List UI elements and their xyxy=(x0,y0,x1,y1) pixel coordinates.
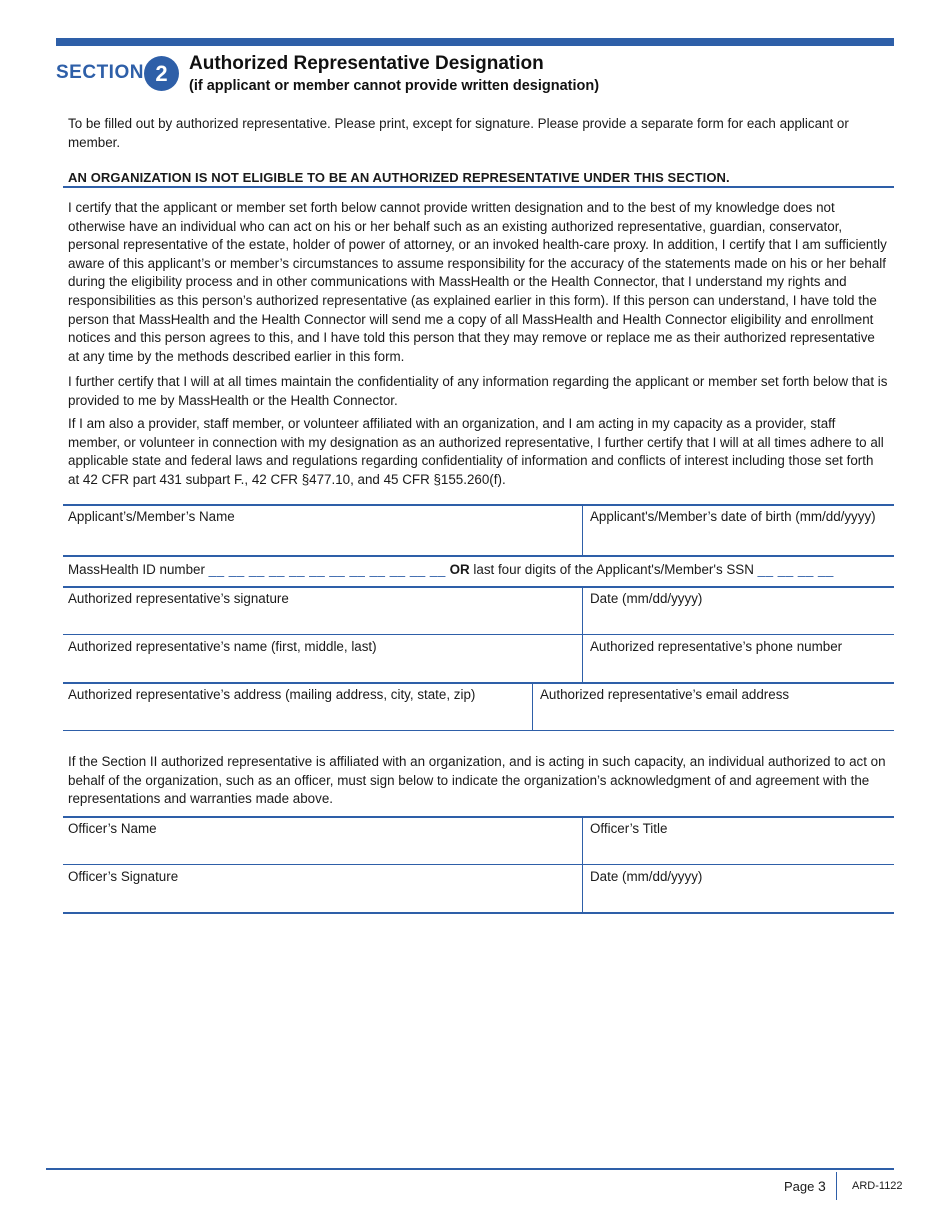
intro-text: To be filled out by authorized representative. Please print, except for signature. Please provide a separate form for each applicant or member. xyxy=(68,116,849,150)
warning-rule xyxy=(63,186,894,188)
officer-rule xyxy=(63,912,894,914)
masshealth-id-label: MassHealth ID number xyxy=(68,562,205,577)
form-code: ARD-1122 xyxy=(852,1180,903,1192)
form-rule xyxy=(63,682,894,684)
page-label: Page xyxy=(784,1179,815,1194)
footer-rule xyxy=(46,1168,894,1170)
organization-warning: AN ORGANIZATION IS NOT ELIGIBLE TO BE AN AUTHORIZED REPRESENTATIVE UNDER THIS SECTION. xyxy=(68,170,730,185)
officer-signature-field[interactable]: Officer’s Signature xyxy=(68,869,179,884)
ssn-blanks[interactable]: __ __ __ __ xyxy=(757,562,834,577)
form-divider xyxy=(582,588,583,683)
masshealth-id-blanks[interactable]: __ __ __ __ __ __ __ __ __ __ __ __ xyxy=(208,562,446,577)
certification-paragraph: I certify that the applicant or member set forth below cannot provide written designation and to the best of my knowledge does not otherwise have an individual who can act on his or her behalf such as an existing authorized representative, guardian, conservator, personal representative of the estate, holder of power of attorney, or an invoked health-care proxy. In addition, I certify that I am sufficiently aware of this applicant’s or member’s circumstances to assume responsibility for the accuracy of the statements made on his or her behalf during the eligibility process and in other communications with MassHealth or the Health Connector, that I understand my rights and responsibilities as this person’s authorized representative (as explained earlier in this form). If this person can understand, I have told the person that MassHealth and the Health Connector will send me a copy of all MassHealth and Health Connector eligibility and enrollment notices and this person agrees to this, and I have told this person that they may remove or replace me as their authorized representative at any time by the methods described earlier in this form. xyxy=(68,200,887,364)
officer-title-field[interactable]: Officer’s Title xyxy=(590,821,668,836)
rep-address-field[interactable]: Authorized representative’s address (mailing address, city, state, zip) xyxy=(68,687,476,702)
form-rule xyxy=(63,586,894,588)
provider-paragraph: If I am also a provider, staff member, or volunteer affiliated with an organization, and I am acting in my capacity as a provider, staff member, or volunteer in connection with my designation as an authorized representative, I further certify that I will at all times adhere to all applicable state and federal laws and regulations regarding confidentiality of information and conflicts of interest including those set forth at 42 CFR part 431 subpart F., 42 CFR §477.10, and 45 CFR §155.260(f). xyxy=(68,416,884,487)
section-label: SECTION xyxy=(56,62,144,83)
rep-phone-field[interactable]: Authorized representative’s phone number xyxy=(590,639,843,654)
officer-rule xyxy=(63,816,894,818)
applicant-dob-field[interactable]: Applicant's/Member’s date of birth (mm/dd/yyyy) xyxy=(590,509,876,524)
form-rule xyxy=(63,730,894,731)
rep-signature-field[interactable]: Authorized representative’s signature xyxy=(68,591,289,606)
footer-divider xyxy=(836,1172,837,1200)
page-number: 3 xyxy=(818,1178,826,1194)
applicant-name-field[interactable]: Applicant’s/Member’s Name xyxy=(68,509,235,524)
header-rule xyxy=(56,38,894,46)
section-number-badge: 2 xyxy=(144,56,179,91)
page-indicator xyxy=(784,1178,826,1194)
or-label: OR xyxy=(449,562,470,577)
officer-rule xyxy=(63,864,894,865)
form-divider xyxy=(582,506,583,555)
organization-paragraph: If the Section II authorized representative is affiliated with an organization, and is acting in such capacity, an individual authorized to act on behalf of the organization, such as an officer, must sign below to indicate the organization’s acknowledgment of and agreement with the representations and warranties made above. xyxy=(68,754,886,807)
form-rule xyxy=(63,504,894,506)
masshealth-id-row[interactable] xyxy=(68,562,834,577)
rep-name-field[interactable]: Authorized representative’s name (first, middle, last) xyxy=(68,639,377,654)
officer-divider xyxy=(582,818,583,913)
page-title: Authorized Representative Designation xyxy=(189,53,544,74)
page-subtitle: (if applicant or member cannot provide written designation) xyxy=(189,78,600,94)
ssn-label: last four digits of the Applicant's/Member's SSN xyxy=(473,562,754,577)
officer-date-field[interactable]: Date (mm/dd/yyyy) xyxy=(590,869,703,884)
rep-date-field[interactable]: Date (mm/dd/yyyy) xyxy=(590,591,703,606)
officer-name-field[interactable]: Officer’s Name xyxy=(68,821,157,836)
form-rule xyxy=(63,555,894,557)
form-divider xyxy=(532,684,533,731)
rep-email-field[interactable]: Authorized representative’s email address xyxy=(540,687,790,702)
form-rule xyxy=(63,634,894,635)
confidentiality-paragraph: I further certify that I will at all times maintain the confidentiality of any information regarding the applicant or member set forth below that is provided to me by MassHealth or the Health Connector. xyxy=(68,374,888,408)
